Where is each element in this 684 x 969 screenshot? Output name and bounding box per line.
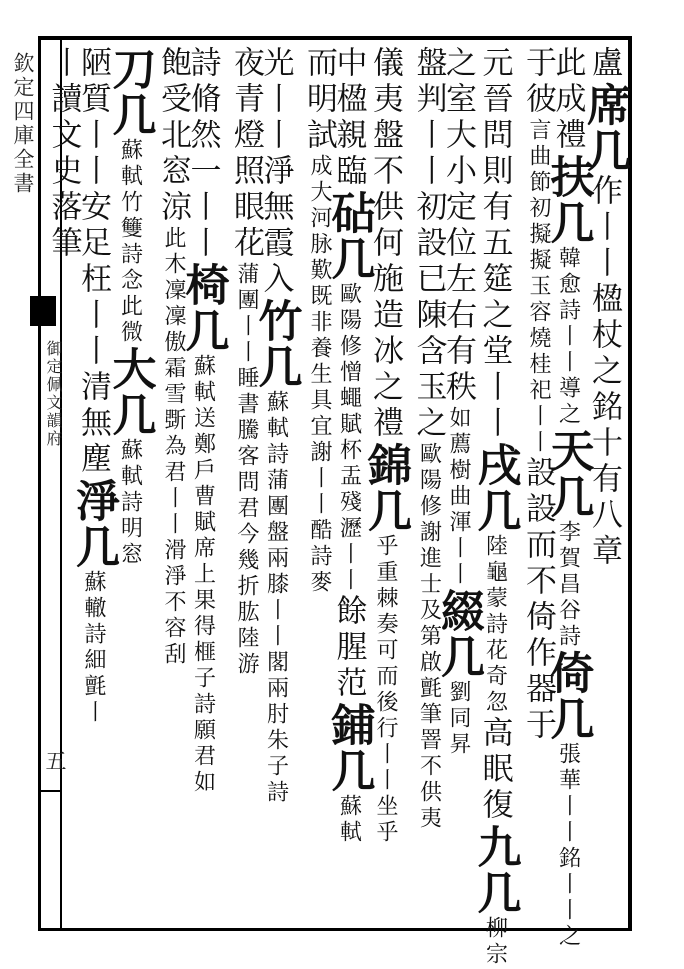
frame-left-line (38, 36, 41, 931)
entry-text: 陸龜蒙詩花奇忽 (482, 534, 508, 716)
entry-text: 乎重棘奏可而後行丨丨坐乎 (373, 534, 398, 846)
entry-text: 丨丨清無塵 (75, 298, 111, 478)
text-column-2 (542, 46, 594, 950)
text-column-3 (517, 46, 554, 922)
entry-text: 詩脩然一丨丨 (184, 46, 221, 262)
entry-text: 蘇軾竹䉶詩念此微 (117, 138, 143, 346)
entry-text: 高眠復 (476, 716, 513, 824)
entry-text: 之室大小定位左右有秩 (440, 46, 476, 406)
entry-text: 丨讀文史落筆 (45, 46, 82, 262)
entry-text: 飽受北窓涼 (155, 46, 191, 226)
entry-text: 盤判丨丨初設已陳含玉之 (410, 46, 447, 442)
entry-text: 盧 (586, 46, 622, 82)
text-column-16 (42, 46, 82, 922)
entry-text: 元晉問則有五筵之堂丨丨 (476, 46, 513, 442)
entry-text: 歐陽修憎蠅賦杯盂殘瀝丨丨 (336, 282, 362, 594)
entry-text: 蘇轍詩細氈丨 (81, 570, 106, 726)
text-column-9 (298, 46, 335, 922)
entry-headword: 鋪几 (323, 702, 375, 794)
text-column-10 (250, 46, 302, 922)
entry-headword: 綴几 (433, 588, 484, 680)
margin-book-title: 御定佩文韻府 (44, 340, 63, 448)
entry-text: 張華丨丨銘丨丨之 (555, 742, 581, 950)
entry-text: 設設而不倚作器于 (520, 456, 556, 744)
entry-headword: 砧几 (323, 190, 375, 282)
entry-text: 此成禮 (549, 46, 586, 154)
entry-text: 蘇軾詩明窓 (117, 438, 143, 568)
entry-text: 李賀昌谷詩 (555, 520, 581, 650)
entry-headword: 席几 (579, 82, 630, 174)
text-column-12 (177, 46, 229, 922)
text-column-1 (579, 46, 630, 922)
entry-headword: 天几 (542, 428, 594, 520)
entry-headword: 戌几 (469, 442, 521, 534)
entry-headword: 倚几 (542, 650, 594, 742)
entry-text: 詩麥 (307, 544, 332, 596)
entry-headword: 扶几 (542, 154, 594, 246)
entry-text: 言曲節初擬擬 (526, 118, 551, 274)
entry-text: 中楹親臨 (330, 46, 367, 190)
entry-text: 蘇軾詩蒲團盤兩膝丨丨閣兩肘朱子詩 (263, 390, 289, 806)
entry-text: 如薦樹曲渾丨丨 (446, 406, 471, 588)
entry-headword: 椅几 (177, 262, 229, 354)
entry-headword: 淨几 (68, 478, 119, 570)
entry-headword: 大几 (104, 346, 156, 438)
entry-headword: 竹几 (250, 298, 302, 390)
entry-text: 蘇軾 (336, 794, 362, 846)
text-column-8 (323, 46, 375, 922)
entry-text: 蒲團丨丨睡書騰客問君今幾折肱陸游 (234, 262, 259, 678)
text-column-4 (469, 46, 521, 968)
text-column-11 (225, 46, 262, 922)
entry-text: 柳宗 (482, 916, 508, 968)
entry-text: 蘇軾送鄭戶曹賦席上果得榧子詩願君如 (190, 354, 216, 796)
text-column-15 (68, 46, 119, 922)
frame-top-line (38, 36, 632, 40)
entry-text: 不供夷 (416, 754, 442, 832)
text-column-6 (407, 46, 447, 922)
entry-text: 夜青燈照眼花 (228, 46, 264, 262)
entry-text: 儀夷盤不供何施造冰之禮 (367, 46, 403, 442)
margin-page-number: 五 (43, 750, 67, 774)
entry-headword: 九几 (469, 824, 521, 916)
text-column-7 (360, 46, 411, 922)
entry-text: 光丨丨淨無霞入 (257, 46, 294, 298)
entry-text: 劉同昇 (446, 680, 471, 758)
entry-text: 成大河脉歎既非養生具宜謝丨丨酷 (307, 154, 332, 544)
entry-text: 于彼 (520, 46, 556, 118)
entry-text: 而明試 (301, 46, 337, 154)
entry-headword: 錦几 (360, 442, 411, 534)
entry-text: 玉容燒桂祀丨丨 (526, 274, 551, 456)
frame-bottom-line (38, 928, 632, 931)
entry-text: 陋質丨丨安足枉 (75, 46, 111, 298)
text-column-13 (152, 46, 189, 922)
text-column-14 (104, 46, 156, 922)
entry-text: 韓愈詩丨丨導之 (555, 246, 581, 428)
entry-text: 餘腥范 (330, 594, 367, 702)
entry-text: 作丨丨楹杖之銘十有八章 (586, 174, 622, 570)
entry-headword: 刀几 (104, 46, 156, 138)
text-column-5 (433, 46, 484, 922)
margin-top-title: 欽定四庫全書 (11, 52, 35, 196)
entry-text: 歐陽修謝進士及第啟氈筆罯 (416, 442, 442, 754)
entry-text: 此木凜凜傲霜雪斲為君丨丨滑淨不容刮 (161, 226, 186, 668)
